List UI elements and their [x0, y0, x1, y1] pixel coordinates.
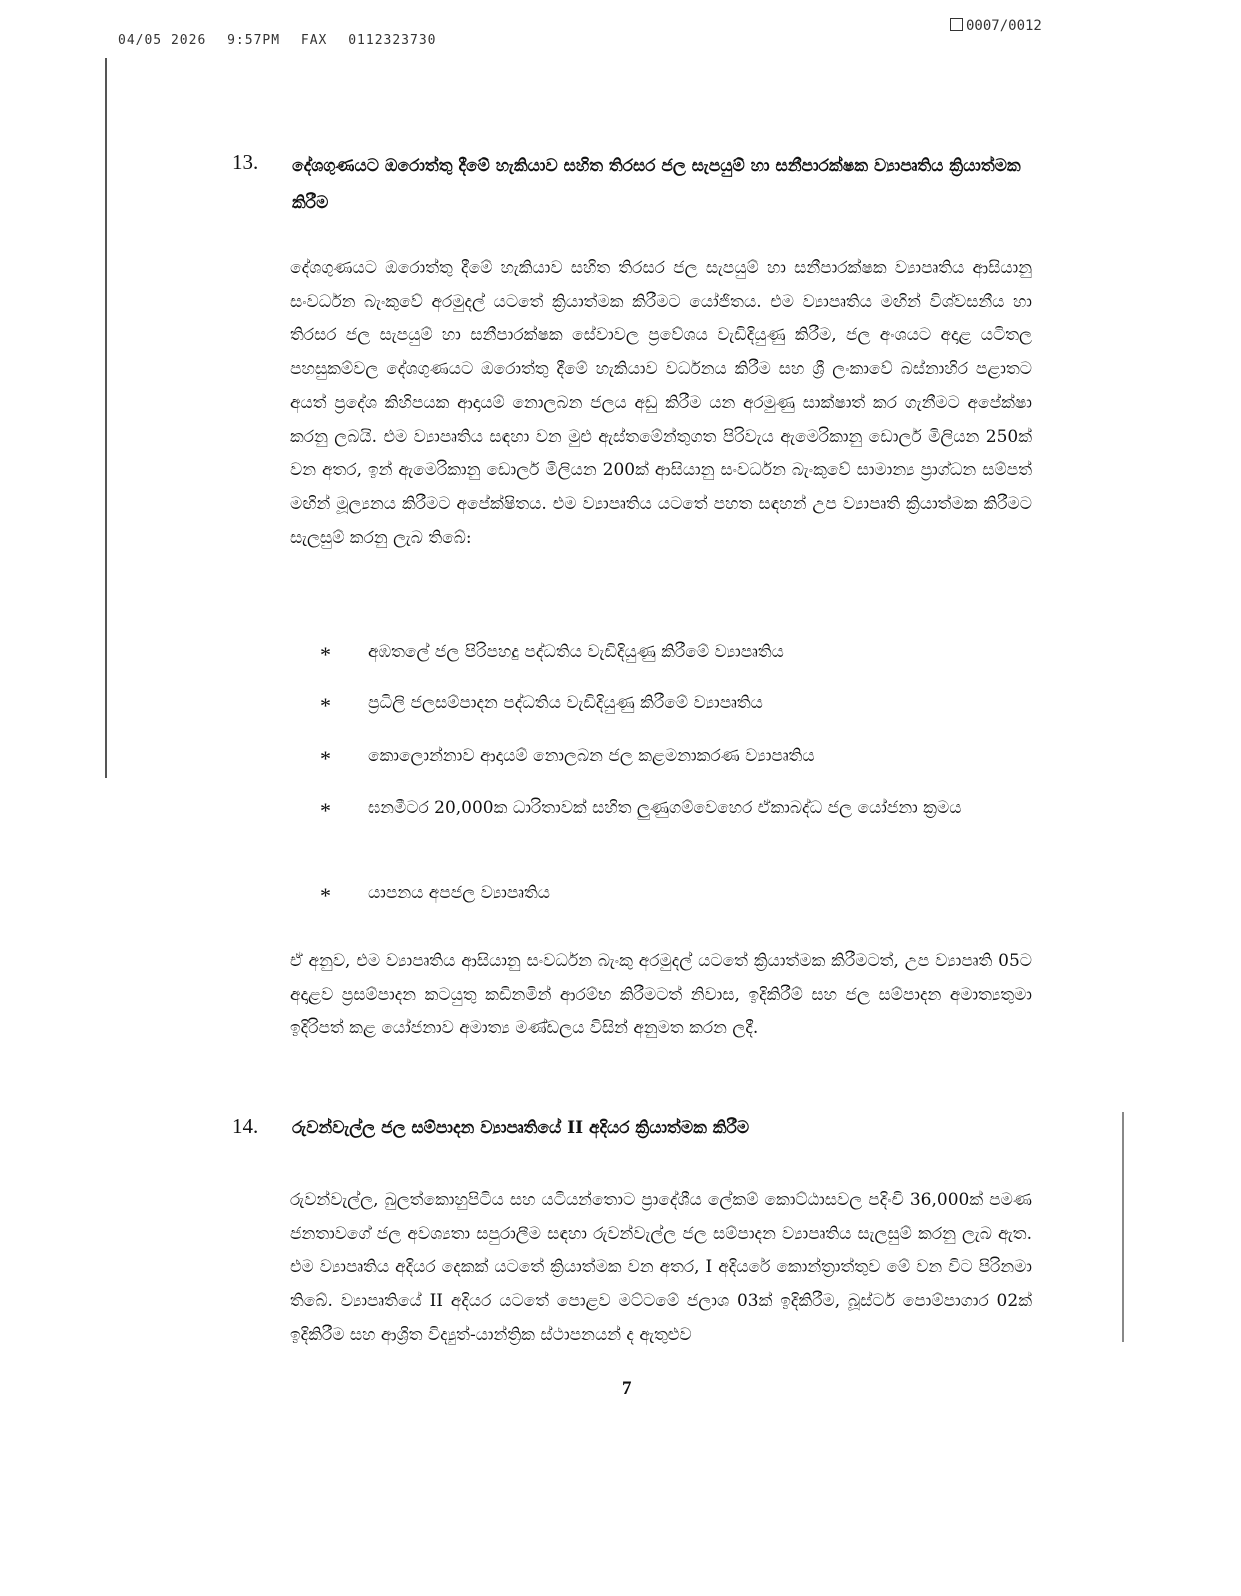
list-item-text: ප්‍රධිලි ජලසම්පාදන පද්ධතිය වැඩිදියුණු කිරීමේ ව්‍යාපෘතිය	[368, 693, 763, 713]
section-14-title: රුවන්වැල්ල ජල සම්පාදන ව්‍යාපෘතියේ II අදියර ක්‍රියාත්මක කිරීම	[292, 1118, 750, 1138]
fax-number: 0112323730	[348, 33, 437, 48]
list-item-text: යාපනය අපජල ව්‍යාපෘතිය	[368, 883, 551, 903]
fax-time: 9:57PM	[227, 33, 281, 48]
section-13-title: දේශගුණයට ඔරොත්තු දීමේ හැකියාව සහිත තිරසර ජල සැපයුම් හා සනීපාරක්ෂක ව්‍යාපෘතිය ක්‍රියාත්මක කිරීම	[292, 156, 1021, 213]
bullet-star: *	[320, 642, 331, 667]
bullet-star: *	[320, 883, 331, 908]
fax-label: FAX	[300, 33, 328, 48]
list-item-text: ඝනමීටර 20,000ක ධාරිතාවක් සහිත ලුණුගම්වෙහෙර ඒකාබද්ධ ජල යෝජනා ක්‍රමය	[368, 798, 962, 818]
right-margin-line	[1122, 1112, 1124, 1342]
checkbox-mark-icon	[950, 18, 963, 31]
bullet-star: *	[320, 693, 331, 718]
list-item-text: කොලොන්නාව ආදායම් නොලබන ජල කළමනාකරණ ව්‍යාපෘතිය	[368, 746, 815, 766]
bullet-star: *	[320, 798, 331, 823]
fax-header	[118, 33, 449, 48]
page-number: 7	[622, 1378, 632, 1399]
fax-date: 04/05 2026	[118, 33, 207, 48]
section-13-paragraph-2: ඒ අනුව, එම ව්‍යාපෘතිය ආසියානු සංවර්ධන බැංකු අරමුදල් යටතේ ක්‍රියාත්මක කිරීමටත්, උප ව්‍යාපෘති 05ට අදාළව ප්‍රසම්පාදන කටයුතු කඩිනමින් ආරම්භ කිරීමටත් නිවාස, ඉදිකිරීම් සහ ජල සම්පාදන අමාත්‍යතුමා ඉදිරිපත් කළ යෝජනාව අමාත්‍ය මණ්ඩලය විසින් අනුමත කරන ලදී.	[290, 951, 1032, 1039]
bullet-star: *	[320, 746, 331, 771]
page-count-text: 0007/0012	[966, 18, 1042, 34]
list-item-text: අඹතලේ ජල පිරිපහදු පද්ධතිය වැඩිදියුණු කිරීමේ ව්‍යාපෘතිය	[368, 642, 784, 662]
page-count	[950, 18, 1042, 34]
section-13-number: 13.	[232, 150, 259, 174]
section-14-number: 14.	[232, 1114, 259, 1138]
section-13-paragraph-1: දේශගුණයට ඔරොත්තු දීමේ හැකියාව සහිත තිරසර ජල සැපයුම් හා සනීපාරක්ෂක ව්‍යාපෘතිය ආසියානු සංවර්ධන බැංකුවේ අරමුදල් යටතේ ක්‍රියාත්මක කිරීමට යෝජිතය. එම ව්‍යාපෘතිය මඟින් විශ්වසනීය හා තිරසර ජල සැපයුම් හා සනීපාරක්ෂක සේවාවල ප්‍රවේශය වැඩිදියුණු කිරීම, ජල අංශයට අදාළ යටිතල පහසුකම්වල දේශගුණයට ඔරොත්තු දීමේ හැකියාව වර්ධනය කිරීම සහ ශ්‍රී ලංකාවේ බස්නාහිර පළාතට අයත් ප්‍රදේශ කිහිපයක ආදායම් නොලබන ජලය අඩු කිරීම යන අරමුණු සාක්ෂාත් කර ගැනීමට අපේක්ෂා කරනු ලබයි. එම ව්‍යාපෘතිය සඳහා වන මුළු ඇස්තමේන්තුගත පිරිවැය ඇමෙරිකානු ඩොලර් මිලියන 250ක් වන අතර, ඉන් ඇමෙරිකානු ඩොලර් මිලියන 200ක් ආසියානු සංවර්ධන බැංකුවේ සාමාන්‍ය ප්‍රාග්ධන සම්පත් මඟින් මූල්‍යනය කිරීමට අපේක්ෂිතය. එම ව්‍යාපෘතිය යටතේ පහත සඳහන් උප ව්‍යාපෘති ක්‍රියාත්මක කිරීමට සැලසුම් කරනු ලැබ තිබේ:	[290, 258, 1032, 548]
left-margin-line	[105, 58, 107, 778]
section-14-paragraph-1: රුවන්වැල්ල, බුලත්කොහුපිටිය සහ යටියන්තොට ප්‍රාදේශීය ලේකම් කොට්ඨාසවල පදිංචි 36,000ක් පමණ ජනතාවගේ ජල අවශ්‍යතා සපුරාලීම සඳහා රුවන්වැල්ල ජල සම්පාදන ව්‍යාපෘතිය සැලසුම් කරනු ලැබ ඇත. එම ව්‍යාපෘතිය අදියර දෙකක් යටතේ ක්‍රියාත්මක වන අතර, I අදියරේ කොන්ත්‍රාත්තුව මේ වන විට පිරිනමා තිබේ. ව්‍යාපෘතියේ II අදියර යටතේ පොළව මට්ටමේ ජලාශ 03ක් ඉදිකිරීම, බූස්ටර් පොම්පාගාර 02ක් ඉදිකිරීම සහ ආශ්‍රිත විද්‍යුත්-යාන්ත්‍රික ස්ථාපනයන් ද ඇතුළුව	[290, 1190, 1032, 1345]
